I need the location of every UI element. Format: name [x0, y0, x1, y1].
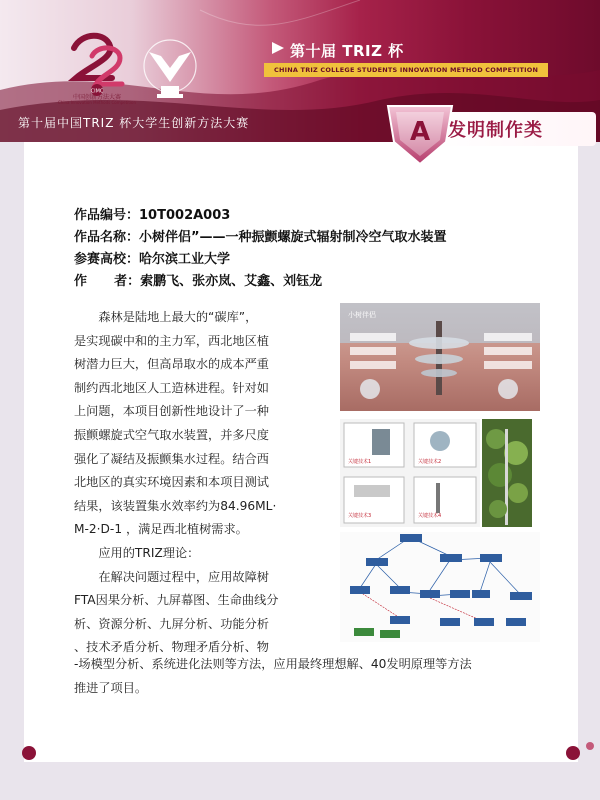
meta-authors-value: 索鹏飞、张亦岚、艾鑫、刘钰龙 — [140, 274, 323, 289]
body-line: 在解决问题过程中，应用故障树 — [74, 569, 269, 584]
body-line: -场模型分析、系统进化法则等方法，应用最终理想解、40发明原理等方法 — [74, 657, 472, 671]
category-letter: A — [409, 117, 431, 147]
corner-dot-left — [22, 746, 36, 760]
meta-school-label: 参赛高校： — [74, 252, 140, 267]
meta-row-authors — [74, 271, 447, 293]
meta-school-value: 哈尔滨工业大学 — [139, 252, 231, 267]
corner-dot-right-small — [586, 742, 594, 750]
body-line: 应用的TRIZ理论： — [74, 545, 200, 560]
project-description-tail — [74, 653, 544, 700]
body-line: 树潜力巨大，但高昂取水的成本严重 — [74, 357, 269, 372]
header-subtitle: CHINA TRIZ COLLEGE STUDENTS INNOVATION METHOD COMPETITION — [264, 63, 548, 77]
meta-id-value: 10T002A003 — [139, 208, 231, 223]
logo-caption-cn: 中国创新方法大赛 — [72, 94, 121, 101]
body-line: FTA因果分析、九屏幕图、生命曲线分 — [74, 593, 279, 608]
category-badge — [384, 102, 596, 176]
meta-row-school — [74, 249, 447, 271]
key-technologies-image — [340, 419, 480, 527]
body-line: 上问题，本项目创新性地设计了一种 — [74, 404, 269, 419]
body-line: 析、资源分析、九屏分析、功能分析 — [74, 616, 269, 631]
play-arrow-icon — [270, 40, 286, 56]
corner-dot-right — [566, 746, 580, 760]
meta-row-name — [74, 227, 447, 249]
project-meta — [74, 205, 447, 293]
figure-key-technologies — [340, 419, 480, 527]
meta-name-value: 小树伴侣”——一种振颤螺旋式辐射制冷空气取水装置 — [139, 230, 447, 245]
logo-caption-en: China Innovation Methods Competition — [58, 100, 136, 105]
figure-function-analysis — [340, 532, 540, 642]
body-line: M-2·D-1 ，满足西北植树需求。 — [74, 522, 248, 537]
body-line: 振颤螺旋式空气取水装置，并多尺度 — [74, 427, 269, 442]
category-shield-icon — [384, 102, 456, 168]
key-tech-label: 关键技术2 — [418, 459, 442, 465]
figure-device-rendering — [340, 303, 540, 411]
logo-mark-text: CIMC — [90, 88, 104, 95]
key-tech-label: 关键技术3 — [348, 513, 372, 519]
body-line: 是实现碳中和的主力军，西北地区植 — [74, 333, 269, 348]
project-description — [74, 306, 324, 660]
meta-authors-label: 作 者： — [74, 274, 141, 289]
header-title: 第十届 TRIZ 杯 — [290, 42, 404, 60]
device-rendering-image — [340, 303, 540, 411]
body-line: 制约西北地区人工造林进程。针对如 — [74, 380, 269, 395]
key-tech-label: 关键技术1 — [348, 459, 372, 465]
meta-row-id — [74, 205, 447, 227]
triz-cup-emblem-icon — [135, 38, 205, 100]
fig1-title: 小树伴侣 — [348, 311, 376, 319]
meta-name-label: 作品名称： — [74, 230, 140, 245]
body-line: 森林是陆地上最大的“碳库”， — [74, 310, 258, 324]
body-line: 、技术矛盾分析、物理矛盾分析、物 — [74, 640, 269, 655]
figure-plant-photo — [482, 419, 532, 527]
cimc-logo-icon — [62, 28, 132, 98]
body-line: 北地区的真实环境因素和本项目测试 — [74, 475, 269, 490]
plant-photo-image — [482, 419, 532, 527]
body-line: 结果，该装置集水效率约为84.96ML· — [74, 498, 277, 513]
meta-id-label: 作品编号： — [74, 208, 140, 223]
body-line: 强化了凝结及振颤集水过程。结合西 — [74, 451, 269, 466]
competition-name: 第十届中国TRIZ 杯大学生创新方法大赛 — [18, 116, 250, 130]
body-line: 推进了项目。 — [74, 680, 148, 695]
function-analysis-diagram — [340, 532, 540, 642]
key-tech-label: 关键技术4 — [418, 513, 442, 519]
category-label: 发明制作类 — [448, 120, 543, 141]
